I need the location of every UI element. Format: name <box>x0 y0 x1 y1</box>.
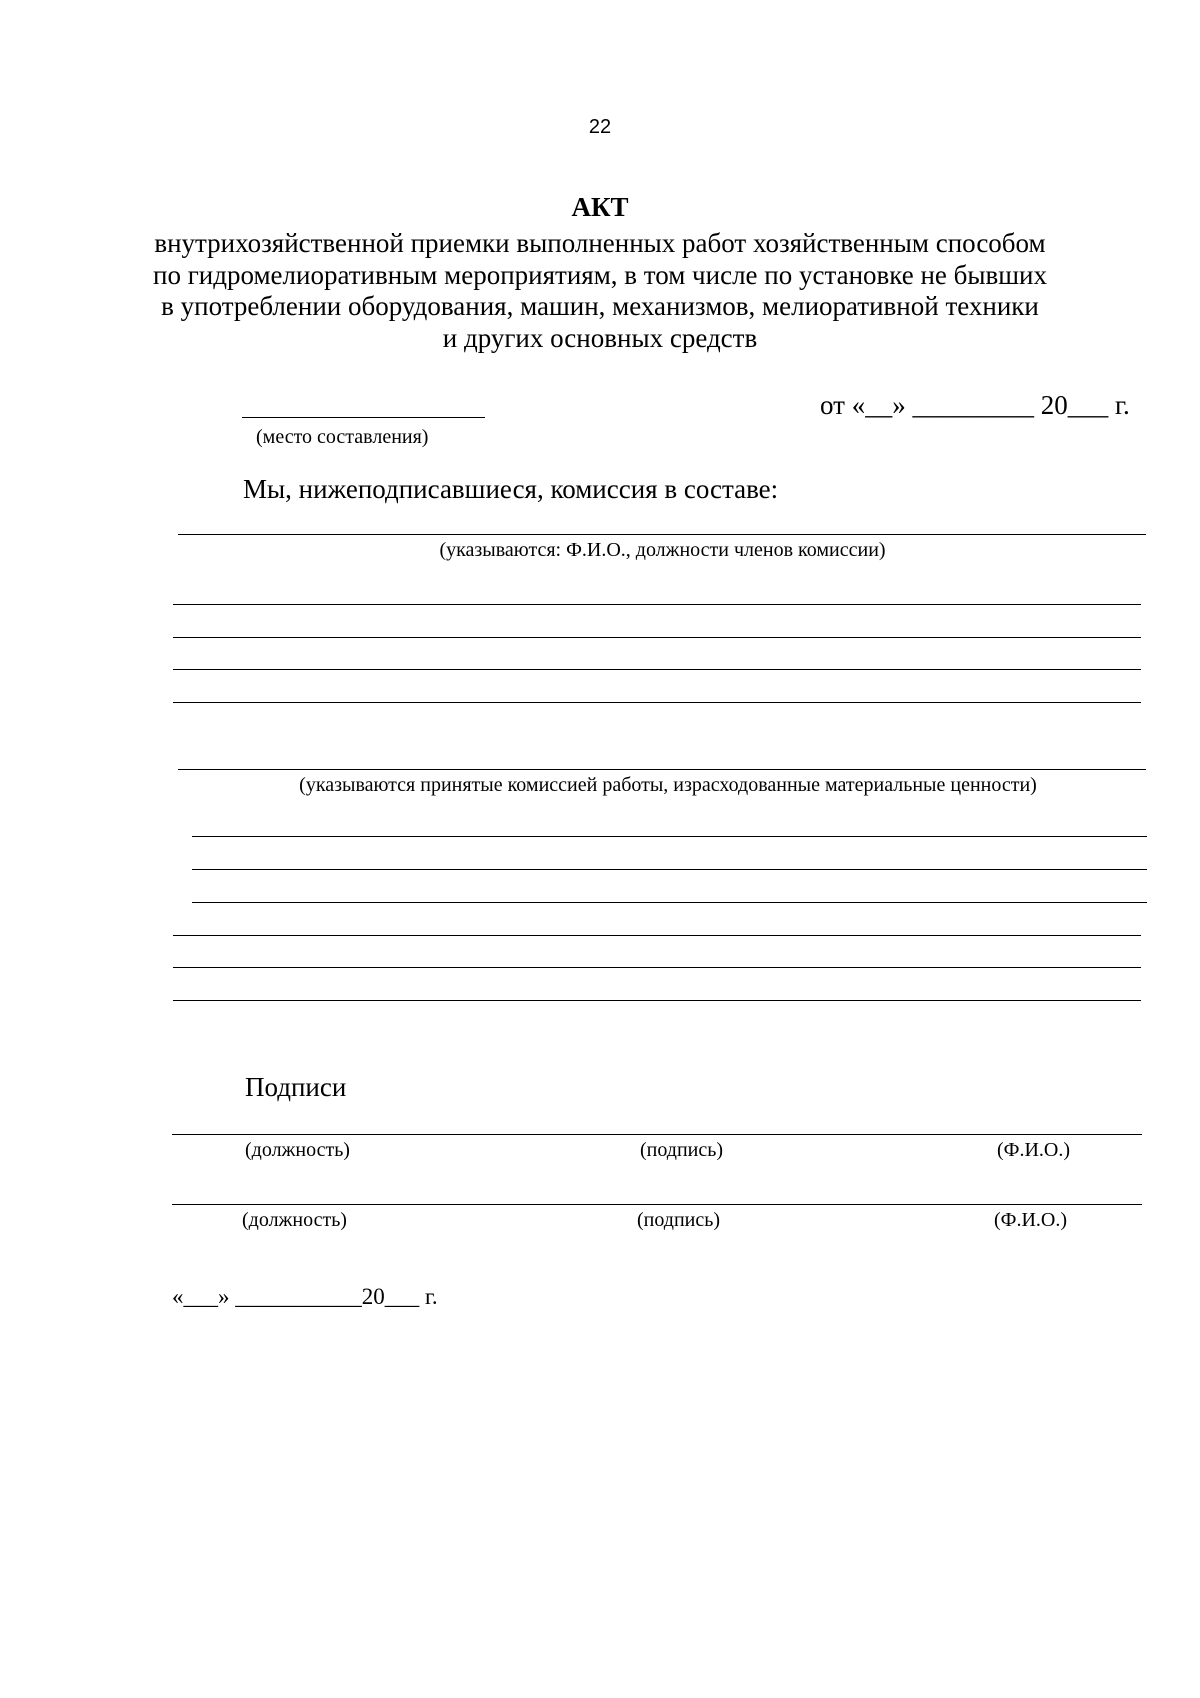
members-field-line[interactable] <box>178 534 1146 535</box>
works-field-line[interactable] <box>192 902 1147 903</box>
subtitle-line: в употреблении оборудования, машин, механизмов, мелиоративной техники <box>161 291 1039 321</box>
date-line: от «__» _________ 20___ г. <box>820 390 1130 420</box>
final-date: «___» ___________20___ г. <box>172 1284 438 1309</box>
members-field-line[interactable] <box>173 702 1141 703</box>
subtitle-line: и других основных средств <box>442 322 758 353</box>
document-subtitle <box>150 228 1050 354</box>
works-field-line[interactable] <box>173 967 1141 968</box>
signature-caption: (подпись) <box>637 1209 721 1231</box>
signatures-heading: Подписи <box>245 1072 347 1102</box>
signature-field-line[interactable] <box>172 1204 1142 1205</box>
members-field-line[interactable] <box>173 637 1141 638</box>
works-field-line[interactable] <box>192 836 1147 837</box>
position-caption: (должность) <box>242 1209 347 1231</box>
commission-intro: Мы, нижеподписавшиеся, комиссия в составе: <box>243 474 779 504</box>
works-field-line[interactable] <box>173 935 1141 936</box>
works-field-line[interactable] <box>192 869 1147 870</box>
signature-field-line[interactable] <box>172 1134 1142 1135</box>
signature-caption: (подпись) <box>640 1139 724 1161</box>
works-field-line[interactable] <box>173 1000 1141 1001</box>
page-number: 22 <box>588 116 612 138</box>
place-caption: (место составления) <box>256 426 429 448</box>
place-field-line[interactable] <box>242 417 485 418</box>
works-field-line[interactable] <box>178 769 1146 770</box>
subtitle-line: по гидромелиоративным мероприятиям, в том числе по установке не бывших <box>153 259 1047 290</box>
name-caption: (Ф.И.О.) <box>994 1209 1068 1231</box>
members-caption: (указываются: Ф.И.О., должности членов комиссии) <box>439 539 886 561</box>
name-caption: (Ф.И.О.) <box>997 1139 1071 1161</box>
works-caption: (указываются принятые комиссией работы, израсходованные материальные ценности) <box>299 774 1037 796</box>
document-title: АКТ <box>571 192 629 222</box>
members-field-line[interactable] <box>173 669 1141 670</box>
subtitle-line: внутрихозяйственной приемки выполненных работ хозяйственным способом <box>154 228 1046 258</box>
position-caption: (должность) <box>245 1139 350 1161</box>
members-field-line[interactable] <box>173 604 1141 605</box>
